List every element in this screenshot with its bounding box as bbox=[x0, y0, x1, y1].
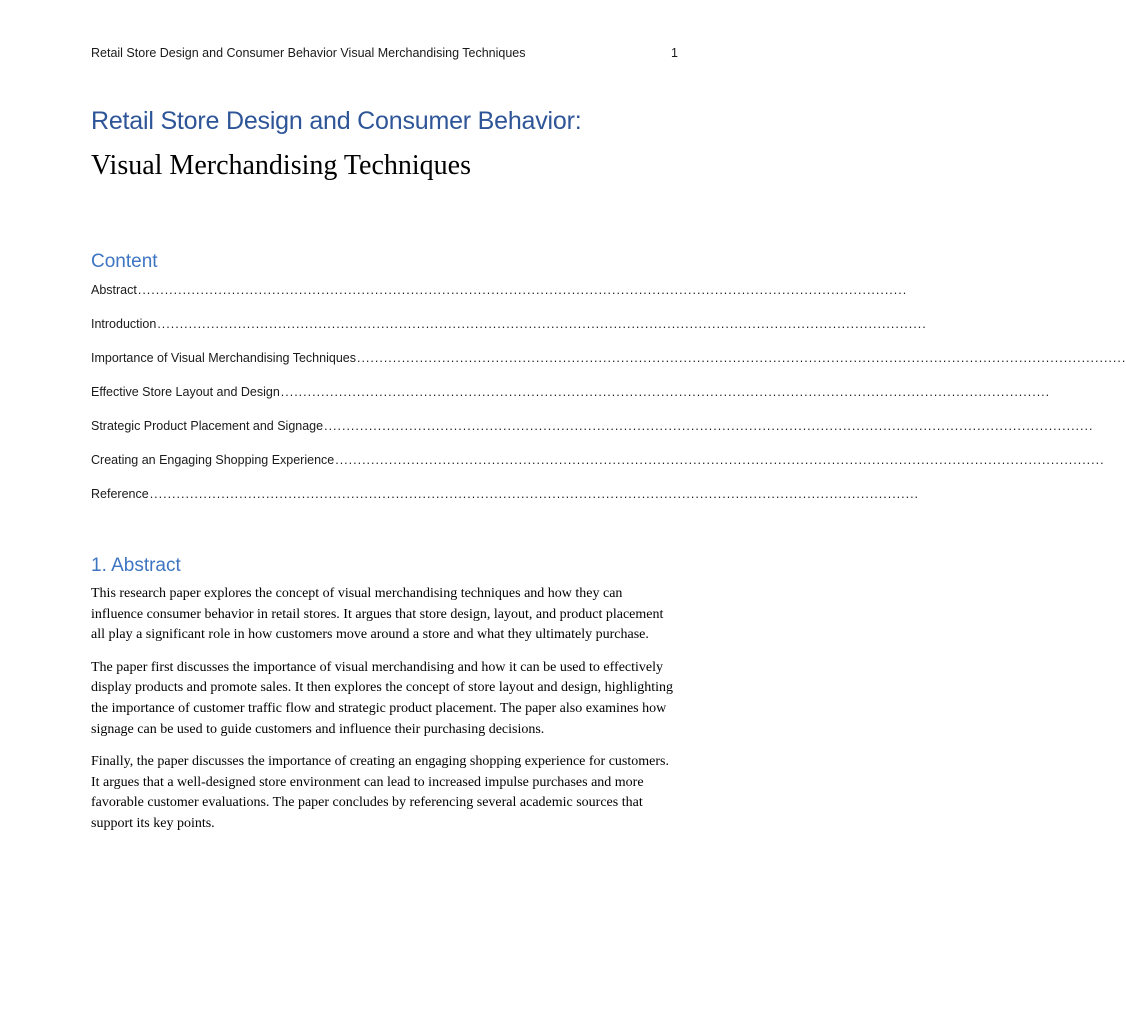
dot-leader: ............................................................................................................................................................................ bbox=[335, 453, 1105, 467]
document-subtitle: Visual Merchandising Techniques bbox=[91, 150, 471, 181]
toc-item-label: Creating an Engaging Shopping Experience bbox=[91, 453, 335, 467]
toc-item-importance[interactable] bbox=[91, 351, 1126, 385]
toc-item-label: Strategic Product Placement and Signage bbox=[91, 419, 324, 433]
dot-leader: ............................................................................................................................................................................ bbox=[137, 283, 908, 297]
toc-item-abstract[interactable] bbox=[91, 283, 908, 317]
abstract-paragraph: Finally, the paper discusses the importance of creating an engaging shopping experience for customers. It argues that a well-designed store environment can lead to increased impulse purchases and more favorable customer evaluations. The paper concludes by referencing several academic sources that support its key points. bbox=[91, 753, 669, 832]
toc-item-shopping-experience[interactable] bbox=[91, 453, 1105, 487]
page-number: 1 bbox=[671, 46, 678, 60]
toc-item-label: Abstract bbox=[91, 283, 137, 297]
dot-leader: ............................................................................................................................................................................ bbox=[356, 351, 1126, 365]
toc-item-label: Effective Store Layout and Design bbox=[91, 385, 280, 399]
toc-item-store-layout[interactable] bbox=[91, 385, 1051, 419]
dot-leader: ............................................................................................................................................................................ bbox=[157, 317, 927, 331]
table-of-contents bbox=[91, 283, 1126, 521]
page-header bbox=[91, 46, 678, 60]
toc-item-introduction[interactable] bbox=[91, 317, 927, 351]
toc-item-label: Introduction bbox=[91, 317, 157, 331]
toc-item-reference[interactable] bbox=[91, 487, 920, 521]
toc-item-label: Reference bbox=[91, 487, 149, 501]
document-title: Retail Store Design and Consumer Behavior: bbox=[91, 107, 582, 135]
abstract-paragraph: The paper first discusses the importance of visual merchandising and how it can be used to effectively display products and promote sales. It then explores the concept of store layout and design, highlighting the importance of customer traffic flow and strategic product placement. The paper also examines how signage can be used to guide customers and influence their purchasing decisions. bbox=[91, 659, 674, 737]
dot-leader: ............................................................................................................................................................................ bbox=[324, 419, 1094, 433]
abstract-heading: 1. Abstract bbox=[91, 555, 181, 576]
dot-leader: ............................................................................................................................................................................ bbox=[149, 487, 920, 501]
toc-item-label: Importance of Visual Merchandising Techniques bbox=[91, 351, 356, 365]
toc-item-product-placement[interactable] bbox=[91, 419, 1094, 453]
abstract-body bbox=[91, 584, 676, 846]
dot-leader: ............................................................................................................................................................................ bbox=[280, 385, 1051, 399]
running-title: Retail Store Design and Consumer Behavior Visual Merchandising Techniques bbox=[91, 46, 526, 60]
abstract-paragraph: This research paper explores the concept of visual merchandising techniques and how they can influence consumer behavior in retail stores. It argues that store design, layout, and product placement all play a significant role in how customers move around a store and what they ultimately purchase. bbox=[91, 586, 664, 643]
toc-heading: Content bbox=[91, 251, 158, 272]
